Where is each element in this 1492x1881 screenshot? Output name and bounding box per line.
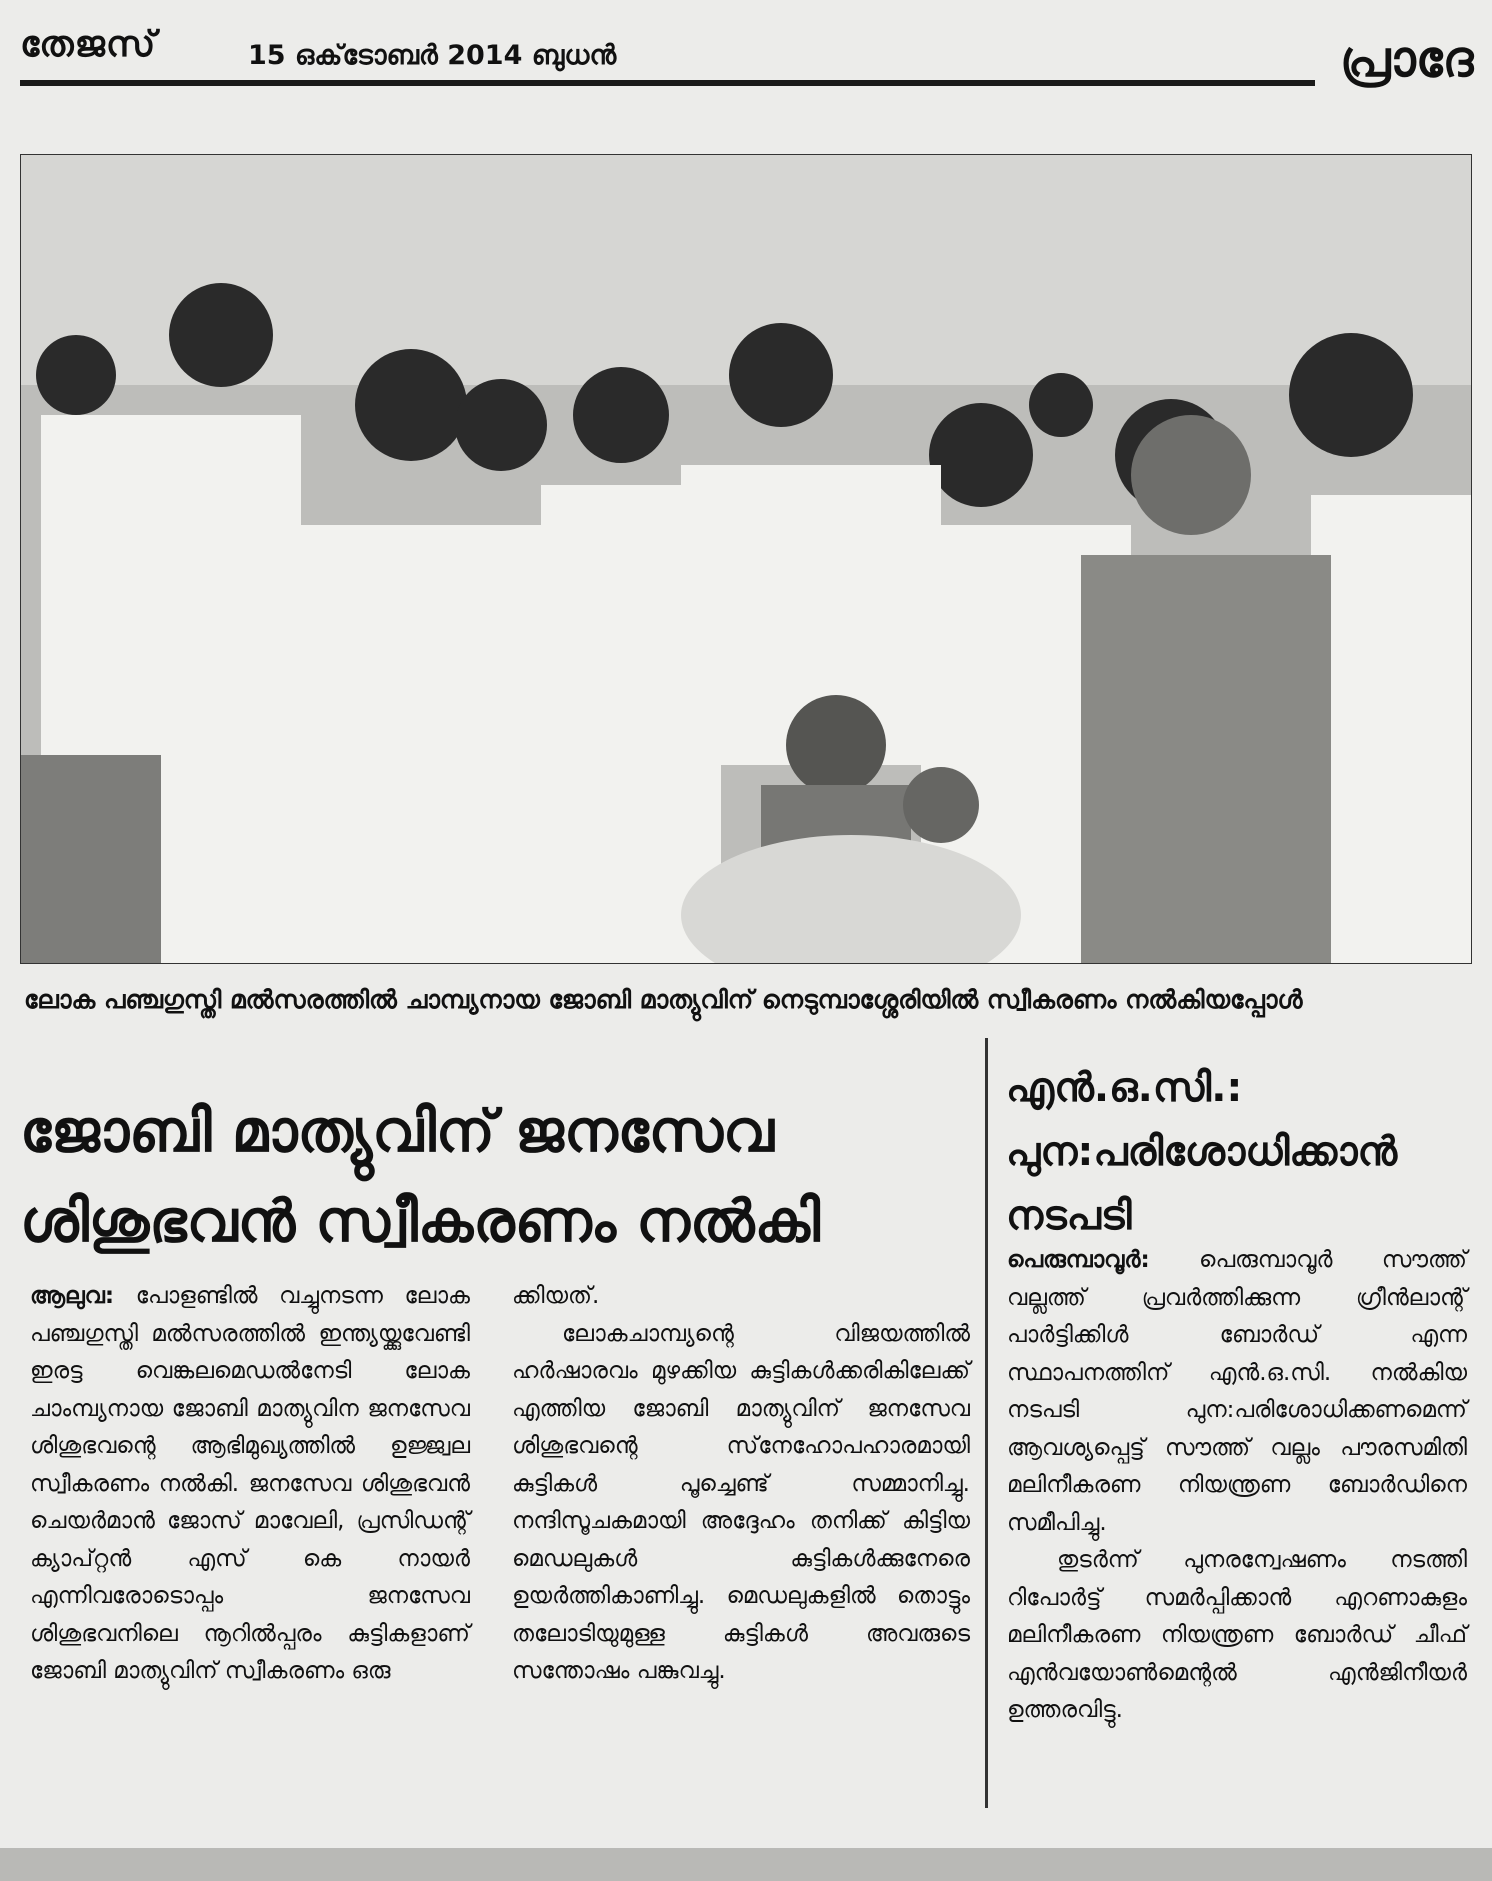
side-article-paragraph-2: തുടര്‍ന്ന് പുനരന്വേഷണം നടത്തി റിപോര്‍ട്ട് സമര്‍പ്പിക്കാന്‍ എറണാകുളം മലിനീകരണ നിയന്ത്രണ ബോര്‍ഡ് ചീഫ് എന്‍വയോണ്‍മെന്റല്‍ എന്‍ജിനീയര്‍ ഉത്തരവിട്ടു. — [1007, 1547, 1467, 1723]
photo-caption: ലോക പഞ്ചഗുസ്തി മല്‍സരത്തില്‍ ചാമ്പ്യനായ ജോബി മാത്യുവിന് നെടുമ്പാശ്ശേരിയില്‍ സ്വീകരണം നല്‍കിയപ്പോള്‍ — [24, 985, 1303, 1014]
masthead — [0, 0, 1492, 100]
photo-illustration — [21, 155, 1471, 963]
section-name: പ്രാദേ — [1340, 30, 1474, 88]
side-article-column — [1007, 1242, 1467, 1730]
issue-date: 15 ഒക്‌ടോബര്‍ 2014 ബുധന്‍ — [248, 40, 617, 71]
column-divider — [985, 1038, 988, 1808]
news-photo — [20, 154, 1472, 964]
article-dateline: ആലുവ: — [30, 1283, 115, 1309]
side-article-paragraph-1: പെരുമ്പാവൂര്‍ സൗത്ത് വല്ലത്ത് പ്രവര്‍ത്തിക്കുന്ന ഗ്രീന്‍ലാന്റ് പാര്‍ട്ടിക്കിള്‍ ബോര്‍ഡ് എന്ന സ്ഥാപനത്തിന് എന്‍.ഒ.സി. നല്‍കിയ നടപടി പുന:പരിശോധിക്കണമെന്ന് ആവശ്യപ്പെട്ട് സൗത്ത് വല്ലം പൗരസമിതി മലിനീകരണ നിയന്ത്രണ ബോര്‍ഡിനെ സമീപിച്ചു. — [1007, 1247, 1467, 1536]
newspaper-name: തേജസ് — [20, 24, 157, 65]
masthead-rule — [20, 80, 1315, 86]
bottom-edge — [0, 1848, 1492, 1881]
side-article-headline: എന്‍.ഒ.സി.: പുന:പരിശോധിക്കാന്‍ നടപടി — [1006, 1065, 1398, 1239]
article-column-1 — [30, 1278, 470, 1691]
article-headline: ജോബി മാത്യുവിന് ജനസേവ ശിശുഭവന്‍ സ്വീകരണം നല്‍കി — [20, 1097, 821, 1255]
article-text-col2-continued: ക്കിയത്. — [512, 1283, 600, 1309]
side-article-dateline: പെരുമ്പാവൂര്‍: — [1007, 1247, 1150, 1273]
article-text-col1: പോളണ്ടില്‍ വച്ചുനടന്ന ലോക പഞ്ചഗുസ്തി മല്‍സരത്തില്‍ ഇന്ത്യയ്ക്കുവേണ്ടി ഇരട്ട വെങ്കലമെഡല്‍നേടി ലോക ചാംമ്പ്യനായ ജോബി മാത്യുവിന ജനസേവ ശിശുഭവന്റെ ആഭിമുഖ്യത്തില്‍ ഉജ്ജ്വല സ്വീകരണം നല്‍കി. ജനസേവ ശിശുഭവന്‍ ചെയര്‍മാന്‍ ജോസ് മാവേലി, പ്രസിഡന്റ് ക്യാപ്റ്റന്‍ എസ് കെ നായര്‍ എന്നിവരോടൊപ്പം ജനസേവ ശിശുഭവനിലെ നൂറില്‍പ്പരം കുട്ടികളാണ് ജോബി മാത്യുവിന് സ്വീകരണം ഒരു — [30, 1283, 470, 1684]
article-text-col2-paragraph: ലോകചാമ്പ്യന്റെ വിജയത്തില്‍ ഹര്‍ഷാരവം മുഴക്കിയ കുട്ടികള്‍ക്കരികിലേക്ക് എത്തിയ ജോബി മാത്യുവിന് ജനസേവ ശിശുഭവന്റെ സ്‌നേഹോപഹാരമായി കുട്ടികള്‍ പൂച്ചെണ്ട് സമ്മാനിച്ചു. നന്ദിസൂചകമായി അദ്ദേഹം തനിക്ക് കിട്ടിയ മെഡലുകള്‍ കുട്ടികള്‍ക്കുനേരെ ഉയര്‍ത്തികാണിച്ചു. മെഡലുകളില്‍ തൊട്ടും തലോടിയുമുള്ള കുട്ടികള്‍ അവരുടെ സന്തോഷം പങ്കുവച്ചു. — [512, 1320, 970, 1684]
article-column-2 — [512, 1278, 970, 1691]
